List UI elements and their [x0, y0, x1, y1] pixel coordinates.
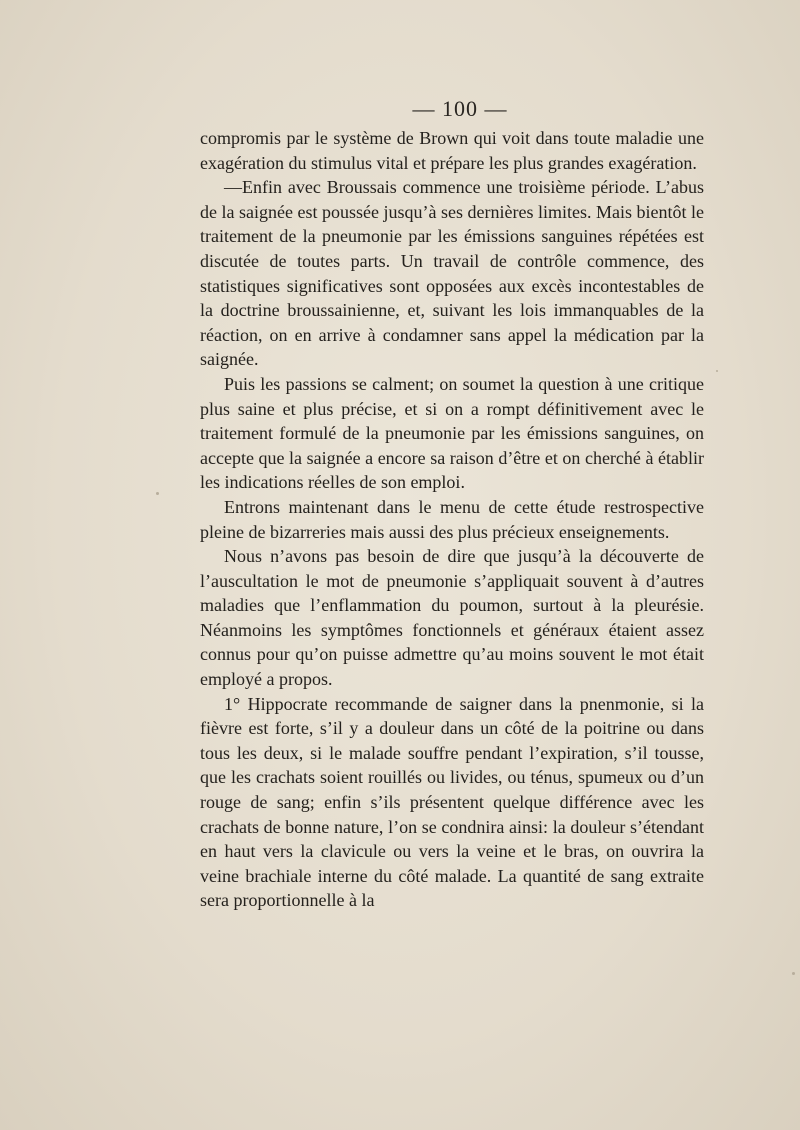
- body-text: [200, 126, 704, 913]
- paper-speck: [716, 370, 718, 372]
- paper-speck: [792, 972, 795, 975]
- page-number: — 100 —: [412, 96, 508, 121]
- paragraph-4: Entrons maintenant dans le menu de cette étude restrospective pleine de bizarreries mais aussi des plus précieux enseignements.: [200, 496, 704, 542]
- paragraph-2: —Enfin avec Broussais commence une troisième période. L’abus de la saignée est poussée jusqu’à ses dernières limites. Mais bientôt le traitement de la pneumonie par les émissions sanguines répétées est discutée de toutes parts. Un travail de contrôle commence, des statistiques significatives sont opposées aux excès incontestables de la doctrine broussainienne, et, suivant les lois immanquables de la réaction, on en arrive à condamner sans appel la médication par la saignée.: [200, 177, 704, 370]
- paragraph-1: compromis par le système de Brown qui voit dans toute maladie une exagération du stimulus vital et prépare les plus grandes exagération.: [200, 128, 704, 173]
- paper-speck: [156, 492, 159, 495]
- paragraph-6: 1° Hippocrate recommande de saigner dans la pnenmonie, si la fièvre est forte, s’il y a douleur dans un côté de la poitrine ou dans tous les deux, si le malade souffre pendant l’expiration, s’il tousse, que les crachats soient rouillés ou livides, ou ténus, spumeux ou d’un rouge de sang; enfin s’ils présentent quelque différence avec les crachats de bonne nature, l’on se condnira ainsi: la douleur s’étendant en haut vers la clavicule ou vers la veine et le bras, on ouvrira la veine brachiale interne du côté malade. La quantité de sang extraite sera proportionnelle à la: [200, 693, 704, 911]
- paragraph-3: Puis les passions se calment; on soumet la question à une critique plus saine et plus précise, et si on a rompt définitivement avec le traitement formulé de la pneumonie par les émissions sanguines, on accepte que la saignée a encore sa raison d’être et on cherché à établir les indications réelles de son emploi.: [200, 373, 704, 493]
- paragraph-5: Nous n’avons pas besoin de dire que jusqu’à la découverte de l’auscultation le mot de pneumonie s’appliquait souvent à d’autres maladies que l’enflammation du poumon, surtout à la pleurésie. Néanmoins les symptômes fonctionnels et généraux étaient assez connus pour qu’on puisse admettre qu’au moins souvent le mot était employé a propos.: [200, 546, 704, 690]
